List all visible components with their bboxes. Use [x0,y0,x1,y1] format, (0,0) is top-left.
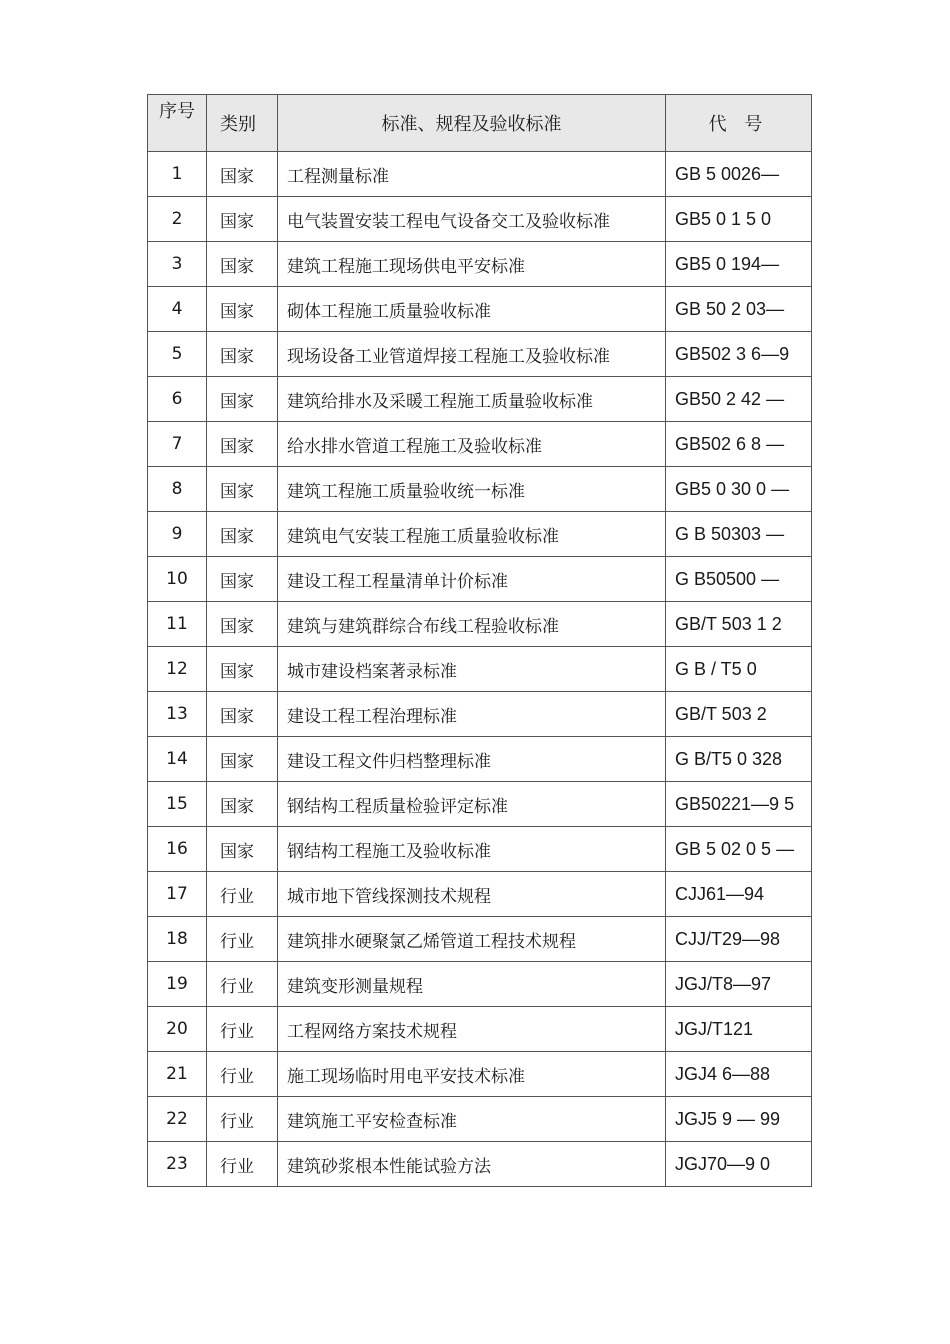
cell-category: 行业 [207,872,278,917]
cell-category: 国家 [207,287,278,332]
header-code: 代 号 [666,95,812,152]
cell-standard-name: 建筑给排水及采暖工程施工质量验收标准 [278,377,666,422]
table-row [148,827,812,872]
cell-code: G B50500 — [666,557,812,602]
table-row [148,737,812,782]
table-header-row [148,95,812,152]
cell-standard-name: 现场设备工业管道焊接工程施工及验收标准 [278,332,666,377]
cell-category: 行业 [207,1007,278,1052]
table-row [148,1097,812,1142]
table-body [148,152,812,1187]
cell-standard-name: 钢结构工程施工及验收标准 [278,827,666,872]
cell-standard-name: 建设工程工程治理标准 [278,692,666,737]
cell-category: 国家 [207,242,278,287]
cell-code: JGJ70—9 0 [666,1142,812,1187]
cell-serial-number: 4 [148,287,207,332]
cell-serial-number: 8 [148,467,207,512]
cell-serial-number: 7 [148,422,207,467]
cell-category: 国家 [207,827,278,872]
cell-serial-number: 9 [148,512,207,557]
cell-category: 国家 [207,602,278,647]
cell-serial-number: 10 [148,557,207,602]
cell-code: CJJ/T29—98 [666,917,812,962]
cell-code: GB/T 503 2 [666,692,812,737]
cell-code: JGJ5 9 — 99 [666,1097,812,1142]
table-row [148,152,812,197]
cell-category: 国家 [207,422,278,467]
cell-standard-name: 城市建设档案著录标准 [278,647,666,692]
cell-standard-name: 钢结构工程质量检验评定标准 [278,782,666,827]
cell-code: GB5 0 30 0 — [666,467,812,512]
cell-serial-number: 6 [148,377,207,422]
table-row [148,782,812,827]
cell-standard-name: 工程网络方案技术规程 [278,1007,666,1052]
cell-code: GB50 2 42 — [666,377,812,422]
cell-code: G B/T5 0 328 [666,737,812,782]
cell-standard-name: 电气装置安装工程电气设备交工及验收标准 [278,197,666,242]
cell-serial-number: 22 [148,1097,207,1142]
table-row [148,1007,812,1052]
cell-category: 国家 [207,647,278,692]
cell-code: G B / T5 0 [666,647,812,692]
cell-serial-number: 18 [148,917,207,962]
cell-serial-number: 5 [148,332,207,377]
cell-category: 行业 [207,1052,278,1097]
cell-code: GB 5 02 0 5 — [666,827,812,872]
table-row [148,872,812,917]
cell-standard-name: 工程测量标准 [278,152,666,197]
table-row [148,422,812,467]
table-row [148,467,812,512]
cell-category: 国家 [207,512,278,557]
cell-category: 行业 [207,1142,278,1187]
cell-category: 国家 [207,377,278,422]
cell-code: CJJ61—94 [666,872,812,917]
cell-standard-name: 建筑变形测量规程 [278,962,666,1007]
cell-serial-number: 16 [148,827,207,872]
cell-serial-number: 19 [148,962,207,1007]
cell-code: GB 50 2 03— [666,287,812,332]
cell-standard-name: 施工现场临时用电平安技术标准 [278,1052,666,1097]
cell-standard-name: 建筑排水硬聚氯乙烯管道工程技术规程 [278,917,666,962]
cell-code: GB502 3 6—9 [666,332,812,377]
cell-category: 行业 [207,962,278,1007]
table-row [148,1052,812,1097]
cell-standard-name: 建筑施工平安检查标准 [278,1097,666,1142]
cell-standard-name: 建筑工程施工质量验收统一标准 [278,467,666,512]
cell-category: 国家 [207,737,278,782]
cell-category: 国家 [207,332,278,377]
cell-code: G B 50303 — [666,512,812,557]
cell-code: JGJ/T121 [666,1007,812,1052]
cell-code: JGJ4 6—88 [666,1052,812,1097]
table-row [148,242,812,287]
cell-code: GB5 0 1 5 0 [666,197,812,242]
cell-serial-number: 11 [148,602,207,647]
cell-standard-name: 建筑电气安装工程施工质量验收标准 [278,512,666,557]
table-row [148,647,812,692]
cell-category: 行业 [207,917,278,962]
cell-category: 国家 [207,152,278,197]
cell-serial-number: 13 [148,692,207,737]
cell-serial-number: 12 [148,647,207,692]
cell-serial-number: 23 [148,1142,207,1187]
header-serial-number: 序号 [148,95,207,152]
cell-category: 行业 [207,1097,278,1142]
cell-serial-number: 20 [148,1007,207,1052]
cell-serial-number: 17 [148,872,207,917]
cell-category: 国家 [207,782,278,827]
cell-code: GB 5 0026— [666,152,812,197]
cell-standard-name: 建设工程文件归档整理标准 [278,737,666,782]
table-row [148,287,812,332]
cell-standard-name: 砌体工程施工质量验收标准 [278,287,666,332]
table-row [148,377,812,422]
cell-code: JGJ/T8—97 [666,962,812,1007]
table-row [148,1142,812,1187]
table-row [148,602,812,647]
table-row [148,917,812,962]
cell-serial-number: 15 [148,782,207,827]
table-row [148,197,812,242]
cell-category: 国家 [207,197,278,242]
cell-category: 国家 [207,467,278,512]
cell-category: 国家 [207,692,278,737]
standards-table [147,94,812,1187]
cell-serial-number: 14 [148,737,207,782]
header-category: 类别 [207,95,278,152]
cell-category: 国家 [207,557,278,602]
header-standard-name: 标准、规程及验收标准 [278,95,666,152]
table-row [148,557,812,602]
table-row [148,692,812,737]
table-row [148,512,812,557]
cell-code: GB50221—9 5 [666,782,812,827]
cell-serial-number: 21 [148,1052,207,1097]
cell-standard-name: 建筑砂浆根本性能试验方法 [278,1142,666,1187]
cell-standard-name: 城市地下管线探测技术规程 [278,872,666,917]
cell-serial-number: 1 [148,152,207,197]
cell-standard-name: 建筑工程施工现场供电平安标准 [278,242,666,287]
cell-standard-name: 建设工程工程量清单计价标准 [278,557,666,602]
table-row [148,962,812,1007]
cell-code: GB/T 503 1 2 [666,602,812,647]
cell-code: GB5 0 194— [666,242,812,287]
cell-serial-number: 2 [148,197,207,242]
table-row [148,332,812,377]
cell-code: GB502 6 8 — [666,422,812,467]
cell-standard-name: 给水排水管道工程施工及验收标准 [278,422,666,467]
cell-serial-number: 3 [148,242,207,287]
cell-standard-name: 建筑与建筑群综合布线工程验收标准 [278,602,666,647]
